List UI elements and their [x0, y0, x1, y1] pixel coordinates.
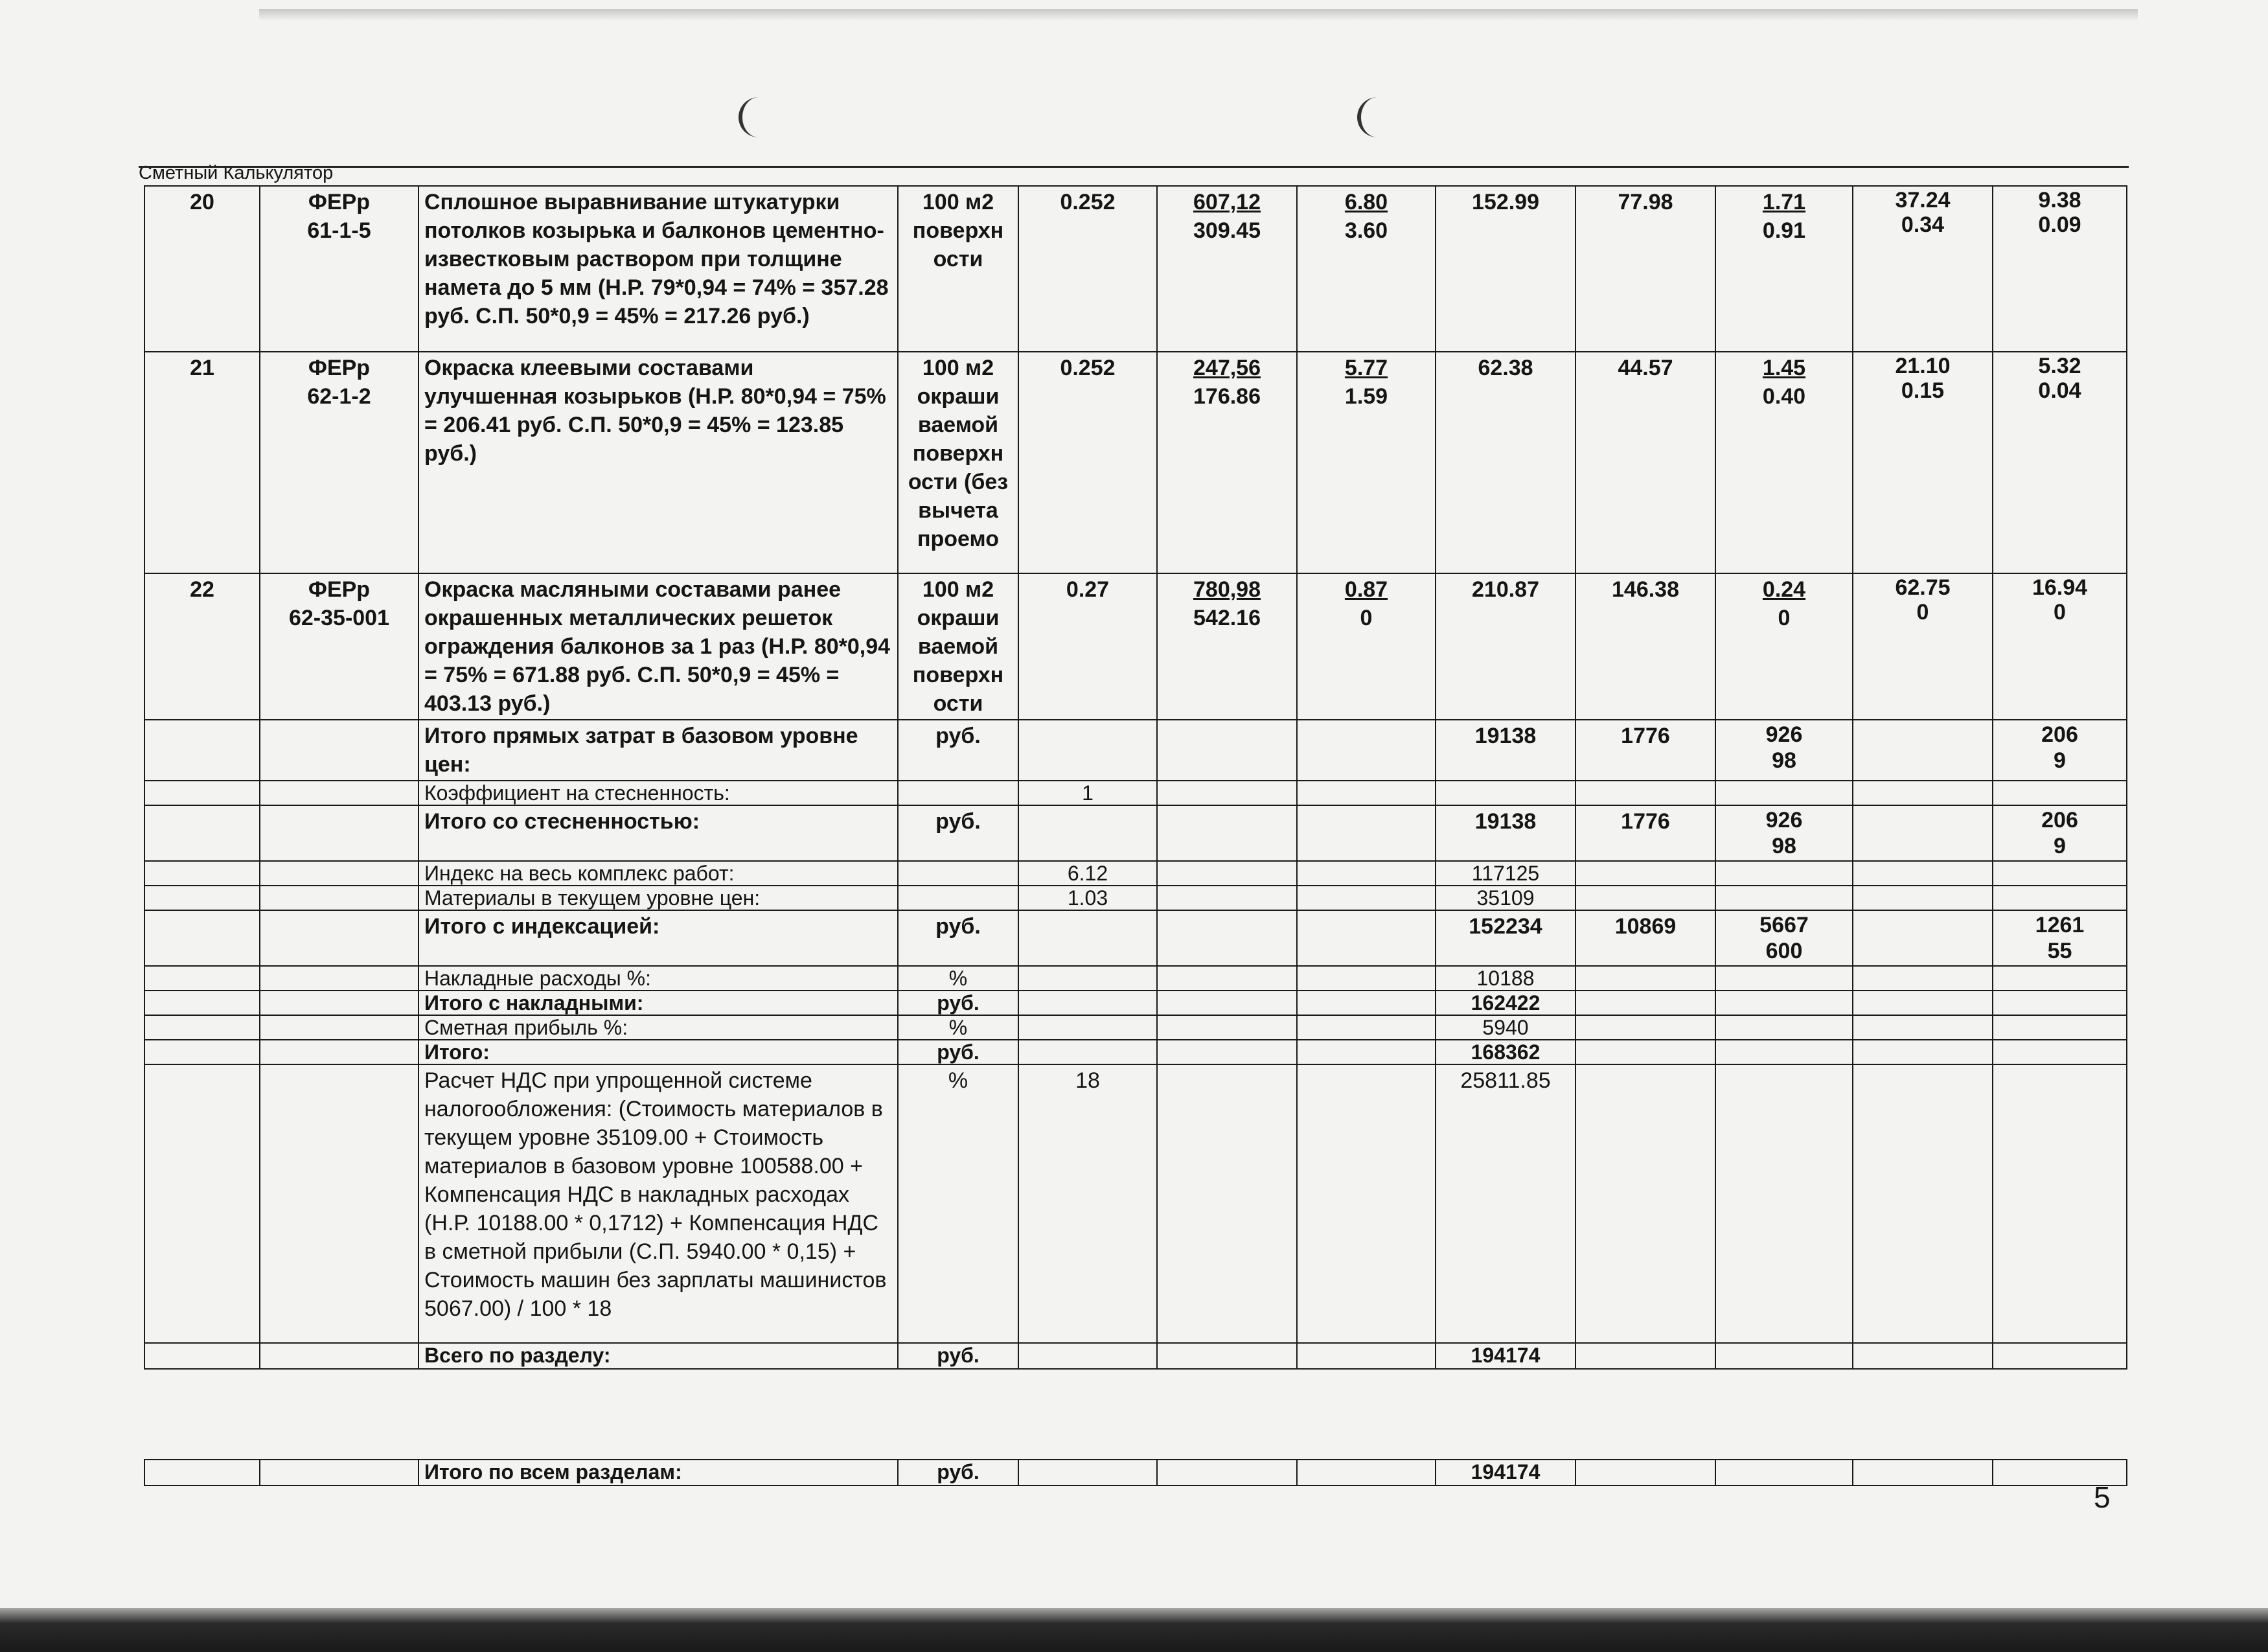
quantity: 0.252: [1018, 186, 1157, 352]
unit-price: [1157, 186, 1297, 352]
estimate-table: [144, 185, 2127, 1370]
summary-row-index: [144, 861, 2127, 886]
total-cost: 62.38: [1436, 352, 1575, 573]
unit-of-measure: 100 м2 окраши ваемой поверхн ости (без вычета проемо: [898, 352, 1018, 573]
summary-wages: 1776: [1575, 805, 1715, 861]
machines-total-top: 1.71: [1762, 190, 1806, 214]
unit-machines-wages: 1.59: [1344, 384, 1388, 409]
machines-total: [1715, 352, 1853, 573]
machines-total: [1715, 573, 1853, 720]
summary-total: 19138: [1436, 805, 1575, 861]
summary-row-with-overhead: [144, 991, 2127, 1015]
grand-total-unit: руб.: [898, 1460, 1018, 1486]
summary-unit: руб.: [898, 805, 1018, 861]
work-description: Окраска клеевыми составами улучшенная козырьков (Н.Р. 80*0,94 = 75% = 206.41 руб. С.П. 50*0,9 = 45% = 123.85 руб.): [418, 352, 898, 573]
grand-total-value: 194174: [1436, 1460, 1575, 1486]
summary-label: Итого:: [418, 1040, 898, 1064]
summary-label: Итого с индексацией:: [418, 910, 898, 966]
machines-total-top: 0.24: [1762, 577, 1806, 602]
document-header-title: Сметный Калькулятор: [139, 163, 334, 183]
summary-row-vat: [144, 1064, 2127, 1343]
summary-total: 152234: [1436, 910, 1575, 966]
unit-price-wages: 176.86: [1193, 384, 1261, 409]
summary-machines: 926 98: [1715, 805, 1853, 861]
summary-label: Сметная прибыль %:: [418, 1015, 898, 1040]
summary-value: 6.12: [1018, 861, 1157, 886]
summary-row-with-crowding: [144, 805, 2127, 861]
summary-row-crowding-coefficient: [144, 781, 2127, 805]
summary-labor: 1261 55: [1993, 910, 2127, 966]
summary-unit: %: [898, 1064, 1018, 1343]
summary-label: Накладные расходы %:: [418, 966, 898, 991]
summary-label: Итого со стесненностью:: [418, 805, 898, 861]
summary-unit: %: [898, 1015, 1018, 1040]
unit-price-total: 607,12: [1193, 190, 1261, 214]
wages-total: 77.98: [1575, 186, 1715, 352]
summary-row-section-total: [144, 1343, 2127, 1369]
summary-labor: 206 9: [1993, 805, 2127, 861]
quantity: 0.27: [1018, 573, 1157, 720]
summary-total: 35109: [1436, 886, 1575, 910]
unit-machines-wages: 3.60: [1344, 218, 1388, 243]
summary-wages: 10869: [1575, 910, 1715, 966]
summary-total: 194174: [1436, 1343, 1575, 1369]
row-number: 20: [144, 186, 260, 352]
row-number: 22: [144, 573, 260, 720]
rate-code: ФЕРр 62-1-2: [260, 352, 418, 573]
summary-value: 1.03: [1018, 886, 1157, 910]
scanner-edge: [0, 1608, 2268, 1652]
punch-hole-mark: [739, 97, 759, 137]
wages-total: 44.57: [1575, 352, 1715, 573]
scan-edge-shadow: [259, 9, 2138, 21]
machines-total-bottom: 0.40: [1762, 384, 1806, 409]
summary-unit: руб.: [898, 720, 1018, 781]
grand-total-table: [144, 1459, 2127, 1486]
summary-total: 117125: [1436, 861, 1575, 886]
total-cost: 210.87: [1436, 573, 1575, 720]
page-number: 5: [2094, 1480, 2111, 1514]
rate-code: ФЕРр 61-1-5: [260, 186, 418, 352]
summary-unit: руб.: [898, 910, 1018, 966]
unit-machines-wages: 0: [1360, 606, 1373, 630]
unit-price: [1157, 352, 1297, 573]
summary-value: 18: [1018, 1064, 1157, 1343]
unit-of-measure: 100 м2 поверхн ости: [898, 186, 1018, 352]
work-description: Окраска масляными составами ранее окрашенных металлических решеток ограждения балконов за 1 раз (Н.Р. 80*0,94 = 75% = 671.88 руб. С.П. 50*0,9 = 45% = 403.13 руб.): [418, 573, 898, 720]
unit-price-total: 780,98: [1193, 577, 1261, 602]
machines-total-top: 1.45: [1762, 356, 1806, 380]
labor-per-unit: 37.24 0.34: [1853, 186, 1993, 352]
machines-total-bottom: 0.91: [1762, 218, 1806, 243]
summary-unit: %: [898, 966, 1018, 991]
grand-total-row: [144, 1460, 2127, 1486]
table-row: [144, 352, 2127, 573]
summary-unit: руб.: [898, 1040, 1018, 1064]
unit-price-wages: 542.16: [1193, 606, 1261, 630]
unit-price-wages: 309.45: [1193, 218, 1261, 243]
punch-hole-mark: [1357, 97, 1378, 137]
unit-machines: [1297, 573, 1436, 720]
labor-total: 5.32 0.04: [1993, 352, 2127, 573]
summary-wages: 1776: [1575, 720, 1715, 781]
unit-machines-total: 6.80: [1344, 190, 1388, 214]
summary-machines: 926 98: [1715, 720, 1853, 781]
table-row: [144, 186, 2127, 352]
summary-unit: руб.: [898, 1343, 1018, 1369]
summary-label: Индекс на весь комплекс работ:: [418, 861, 898, 886]
labor-total: 9.38 0.09: [1993, 186, 2127, 352]
unit-machines-total: 0.87: [1344, 577, 1388, 602]
wages-total: 146.38: [1575, 573, 1715, 720]
summary-label: Материалы в текущем уровне цен:: [418, 886, 898, 910]
summary-row-overhead: [144, 966, 2127, 991]
summary-unit: руб.: [898, 991, 1018, 1015]
summary-total: 162422: [1436, 991, 1575, 1015]
labor-per-unit: 62.75 0: [1853, 573, 1993, 720]
total-cost: 152.99: [1436, 186, 1575, 352]
row-number: 21: [144, 352, 260, 573]
quantity: 0.252: [1018, 352, 1157, 573]
unit-machines: [1297, 352, 1436, 573]
unit-of-measure: 100 м2 окраши ваемой поверхн ости: [898, 573, 1018, 720]
machines-total: [1715, 186, 1853, 352]
summary-total: 25811.85: [1436, 1064, 1575, 1343]
summary-row-with-index: [144, 910, 2127, 966]
summary-total: 10188: [1436, 966, 1575, 991]
machines-total-bottom: 0: [1778, 606, 1791, 630]
summary-label: Коэффициент на стесненность:: [418, 781, 898, 805]
summary-row-subtotal: [144, 1040, 2127, 1064]
work-description: Сплошное выравнивание штукатурки потолков козырька и балконов цементно-известковым раствором при толщине намета до 5 мм (Н.Р. 79*0,94 = 74% = 357.28 руб. С.П. 50*0,9 = 45% = 217.26 руб.): [418, 186, 898, 352]
summary-label: Расчет НДС при упрощенной системе налогообложения: (Стоимость материалов в текущем уровне 35109.00 + Стоимость материалов в базовом уровне 100588.00 + Компенсация НДС в накладных расходах (Н.Р. 10188.00 * 0,1712) + Компенсация НДС в сметной прибыли (С.П. 5940.00 * 0,15) + Стоимость машин без зарплаты машинистов 5067.00) / 100 * 18: [418, 1064, 898, 1343]
unit-machines: [1297, 186, 1436, 352]
rate-code: ФЕРр 62-35-001: [260, 573, 418, 720]
summary-labor: 206 9: [1993, 720, 2127, 781]
summary-value: 1: [1018, 781, 1157, 805]
unit-price-total: 247,56: [1193, 356, 1261, 380]
summary-row-profit: [144, 1015, 2127, 1040]
table-row: [144, 573, 2127, 720]
summary-total: 19138: [1436, 720, 1575, 781]
summary-total: 5940: [1436, 1015, 1575, 1040]
summary-machines: 5667 600: [1715, 910, 1853, 966]
summary-label: Итого прямых затрат в базовом уровне цен:: [418, 720, 898, 781]
unit-price: [1157, 573, 1297, 720]
summary-label: Всего по разделу:: [418, 1343, 898, 1369]
summary-row-direct-costs: [144, 720, 2127, 781]
summary-total: 168362: [1436, 1040, 1575, 1064]
labor-total: 16.94 0: [1993, 573, 2127, 720]
labor-per-unit: 21.10 0.15: [1853, 352, 1993, 573]
unit-machines-total: 5.77: [1344, 356, 1388, 380]
header-rule: [139, 166, 2129, 168]
grand-total-label: Итого по всем разделам:: [418, 1460, 898, 1486]
summary-row-materials-current: [144, 886, 2127, 910]
summary-label: Итого с накладными:: [418, 991, 898, 1015]
